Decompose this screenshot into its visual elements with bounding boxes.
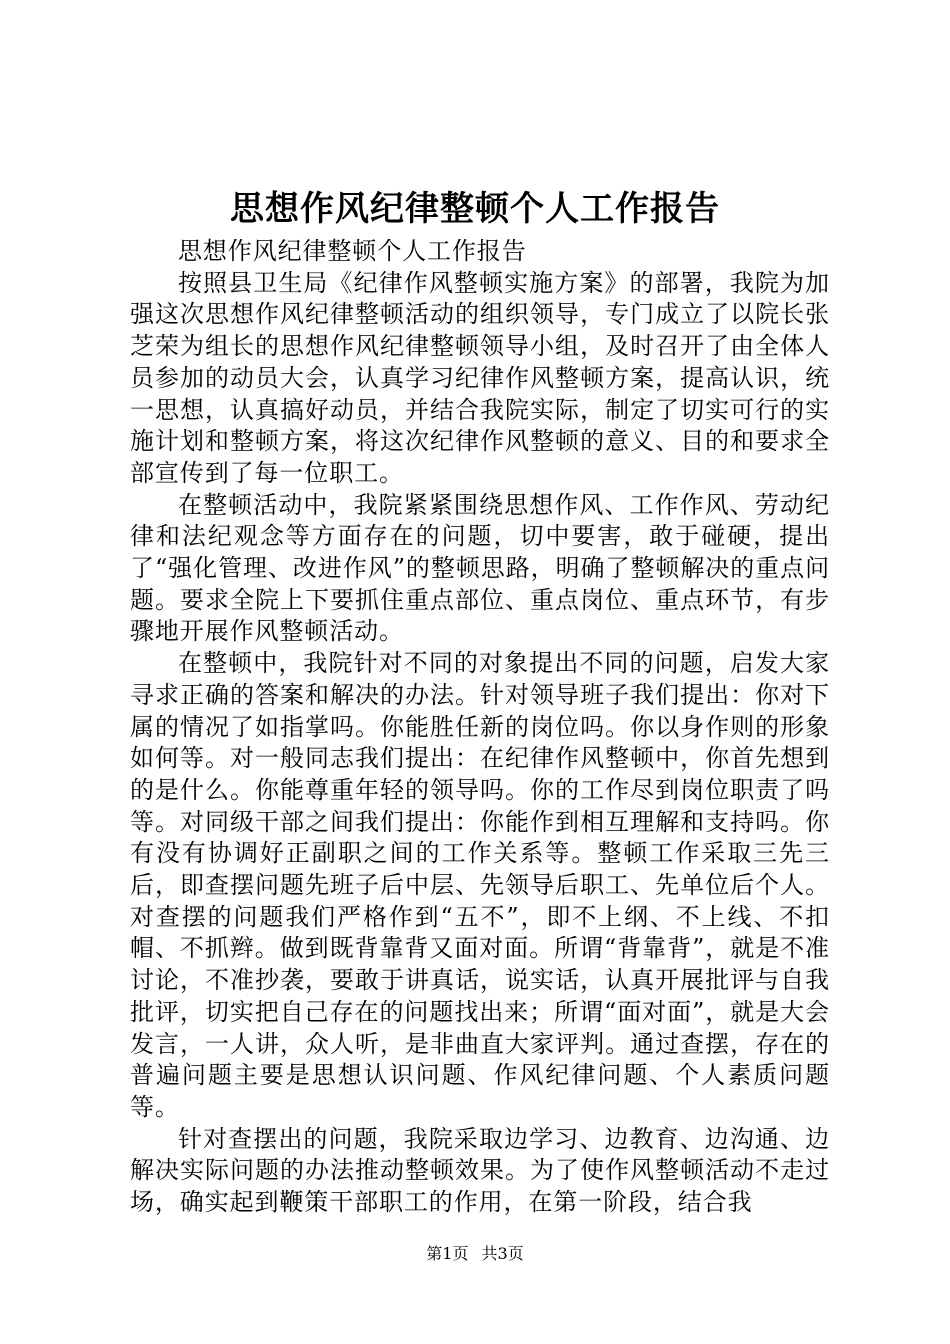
page-number: 第1页 — [426, 1244, 469, 1263]
paragraph-2: 在整顿活动中，我院紧紧围绕思想作风、工作作风、劳动纪律和法纪观念等方面存在的问题，切中要害，敢于碰硬，提出了“强化管理、改进作风”的整顿思路，明确了整顿解决的重点问题。要求全院上下要抓住重点部位、重点岗位、重点环节，有步骤地开展作风整顿活动。 — [130, 490, 830, 646]
page-total: 共3页 — [481, 1244, 524, 1263]
document-body — [130, 236, 830, 1219]
document-subtitle: 思想作风纪律整顿个人工作报告 — [178, 237, 527, 265]
paragraph-4: 针对查摆出的问题，我院采取边学习、边教育、边沟通、边解决实际问题的办法推动整顿效果。为了使作风整顿活动不走过场，确实起到鞭策干部职工的作用，在第一阶段，结合我 — [130, 1124, 830, 1217]
paragraph-1: 按照县卫生局《纪律作风整顿实施方案》的部署，我院为加强这次思想作风纪律整顿活动的组织领导，专门成立了以院长张芝荣为组长的思想作风纪律整顿领导小组，及时召开了由全体人员参加的动员大会，认真学习纪律作风整顿方案，提高认识，统一思想，认真搞好动员，并结合我院实际，制定了切实可行的实施计划和整顿方案，将这次纪律作风整顿的意义、目的和要求全部宣传到了每一位职工。 — [130, 268, 830, 487]
paragraph-3: 在整顿中，我院针对不同的对象提出不同的问题，启发大家寻求正确的答案和解决的办法。针对领导班子我们提出：你对下属的情况了如指掌吗。你能胜任新的岗位吗。你以身作则的形象如何等。对一般同志我们提出：在纪律作风整顿中，你首先想到的是什么。你能尊重年轻的领导吗。你的工作尽到岗位职责了吗等。对同级干部之间我们提出：你能作到相互理解和支持吗。你有没有协调好正副职之间的工作关系等。整顿工作采取三先三后，即查摆问题先班子后中层、先领导后职工、先单位后个人。对查摆的问题我们严格作到“五不”，即不上纲、不上线、不扣帽、不抓辫。做到既背靠背又面对面。所谓“背靠背”，就是不准讨论，不准抄袭，要敢于讲真话，说实话，认真开展批评与自我批评，切实把自己存在的问题找出来；所谓“面对面”，就是大会发言，一人讲，众人听，是非曲直大家评判。通过查摆，存在的普遍问题主要是思想认识问题、作风纪律问题、个人素质问题等。 — [130, 649, 830, 1121]
page-footer — [0, 1243, 950, 1265]
document-title: 思想作风纪律整顿个人工作报告 — [230, 189, 720, 229]
